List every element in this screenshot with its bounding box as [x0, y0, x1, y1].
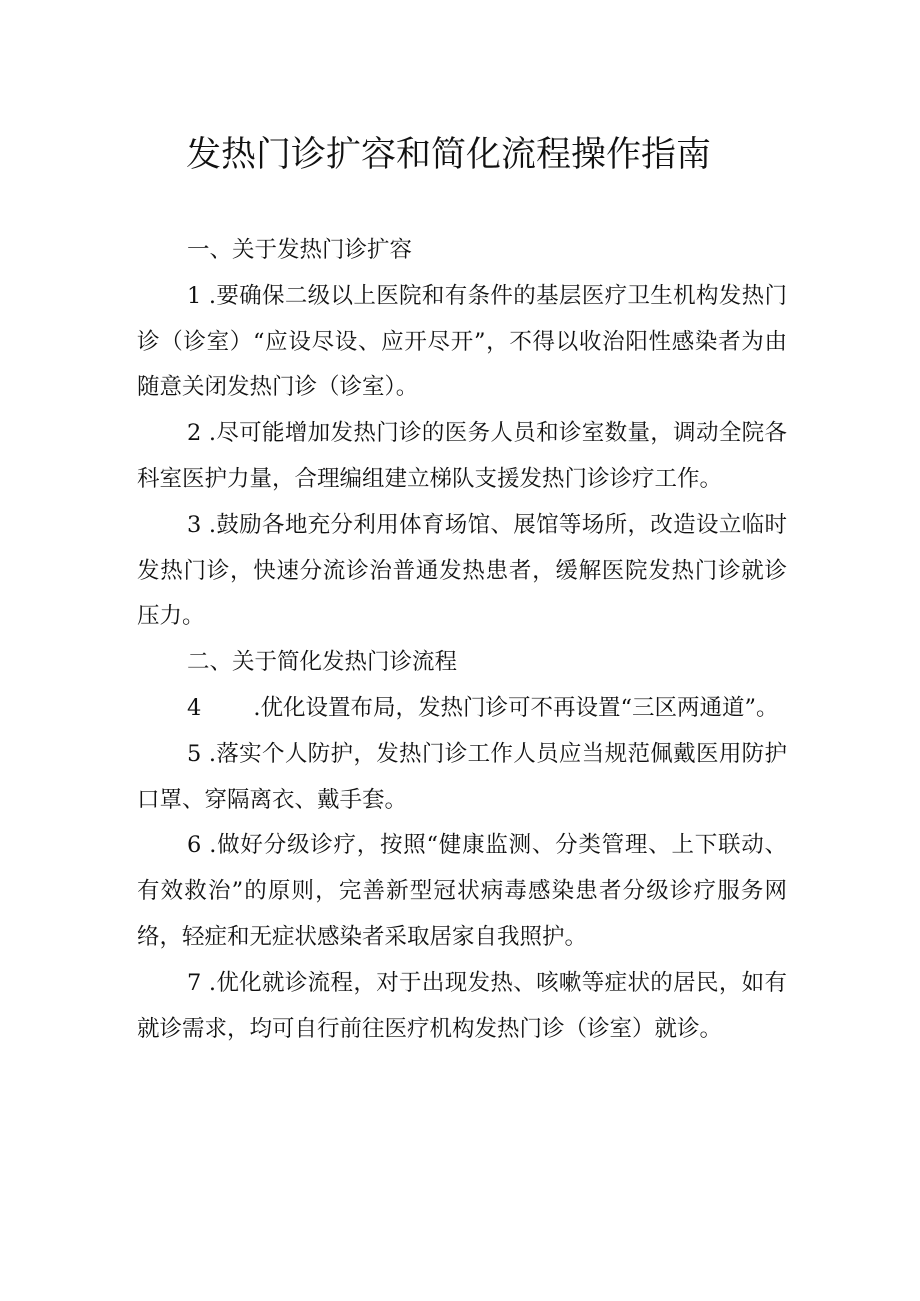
item-text: .落实个人防护，发热门诊工作人员应当规范佩戴医用防护口罩、穿隔离衣、戴手套。	[137, 740, 787, 813]
item-number: 3	[187, 511, 202, 538]
item-number: 6	[187, 832, 202, 859]
list-item	[137, 732, 787, 824]
item-number: 2	[187, 420, 202, 447]
document-body	[137, 228, 787, 1052]
list-item	[137, 503, 787, 640]
list-item	[137, 686, 787, 732]
item-number: 5	[187, 740, 202, 767]
item-text: .优化就诊流程，对于出现发热、咳嗽等症状的居民，如有就诊需求，均可自行前往医疗机构发热门诊（诊室）就诊。	[137, 969, 787, 1042]
section-heading: 二、关于简化发热门诊流程	[187, 649, 458, 676]
item-number: 4	[187, 694, 202, 721]
item-text: .优化设置布局，发热门诊可不再设置“三区两通道”。	[253, 694, 779, 721]
item-text: .鼓励各地充分利用体育场馆、展馆等场所，改造设立临时发热门诊，快速分流诊治普通发热患者，缓解医院发热门诊就诊压力。	[137, 511, 787, 630]
list-item	[137, 274, 787, 411]
item-text: .做好分级诊疗，按照“健康监测、分类管理、上下联动、有效救治”的原则，完善新型冠状病毒感染患者分级诊疗服务网络，轻症和无症状感染者采取居家自我照护。	[137, 832, 788, 950]
item-text: .要确保二级以上医院和有条件的基层医疗卫生机构发热门诊（诊室）“应设尽设、应开尽开”，不得以收治阳性感染者为由随意关闭发热门诊（诊室）。	[137, 282, 787, 401]
item-text: .尽可能增加发热门诊的医务人员和诊室数量，调动全院各科室医护力量，合理编组建立梯队支援发热门诊诊疗工作。	[137, 420, 787, 492]
item-number: 7	[187, 969, 202, 996]
section-heading: 一、关于发热门诊扩容	[187, 237, 413, 263]
item-number: 1	[187, 282, 202, 309]
list-item	[137, 823, 787, 960]
list-item	[137, 961, 787, 1053]
list-item	[137, 411, 787, 503]
document-title: 发热门诊扩容和简化流程操作指南	[186, 135, 712, 175]
